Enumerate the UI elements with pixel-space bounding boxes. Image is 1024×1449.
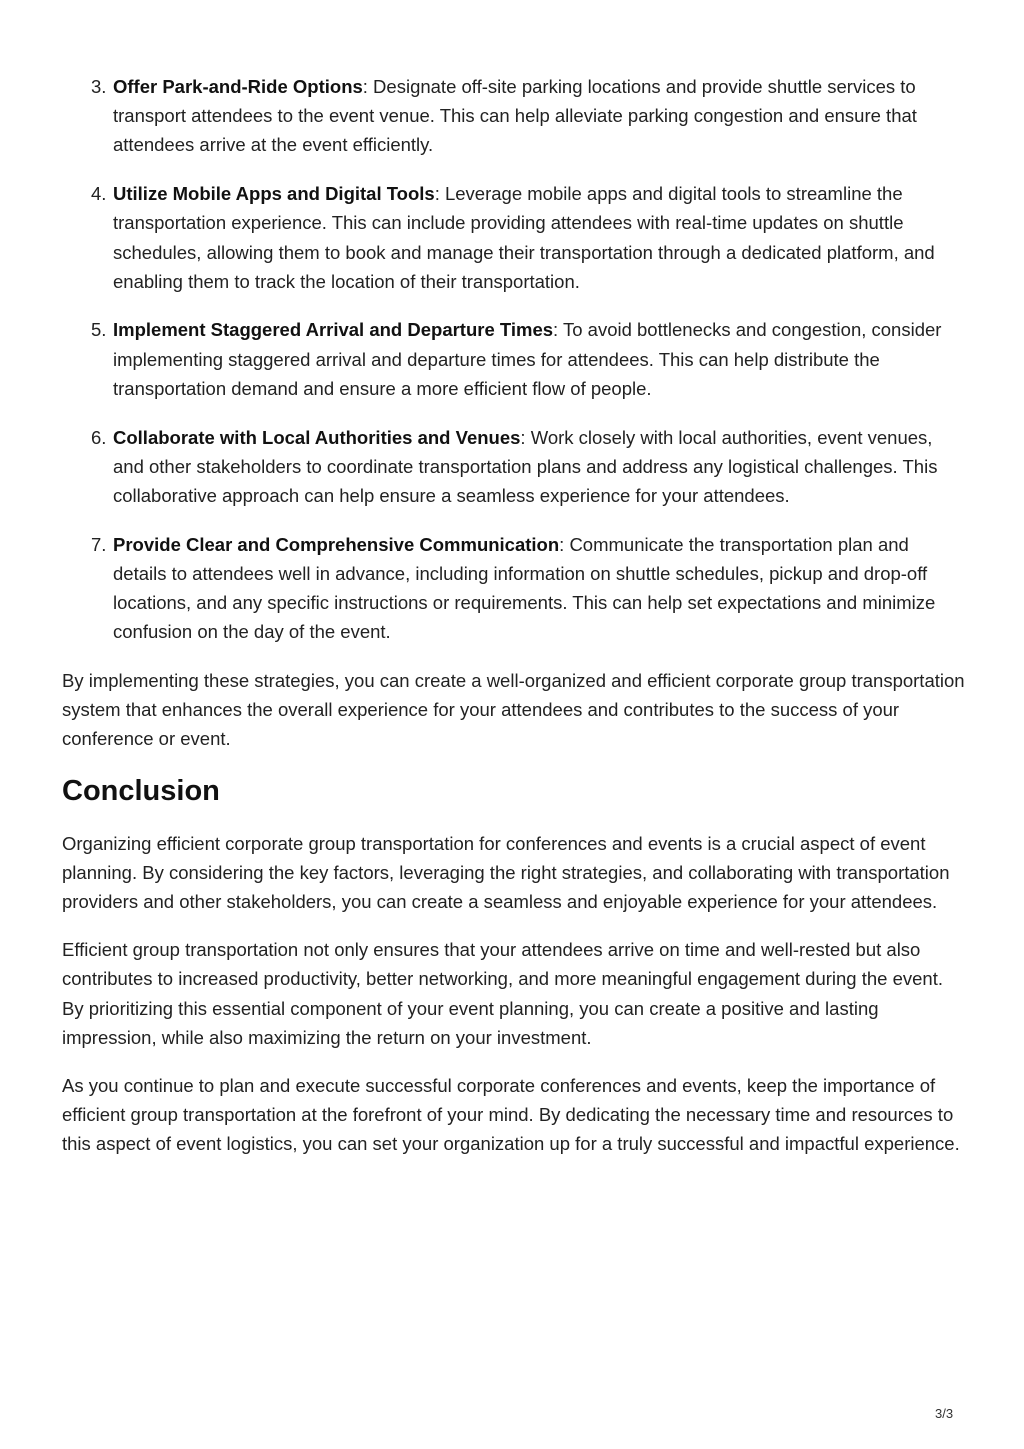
list-item: [62, 423, 966, 511]
conclusion-paragraph: Efficient group transportation not only ensures that your attendees arrive on time and well-rested but also contributes to increased productivity, better networking, and more meaningful engagement during the event. By prioritizing this essential component of your event planning, you can create a positive and lasting impression, while also maximizing the return on your investment.: [62, 939, 943, 1048]
list-item-title: Collaborate with Local Authorities and Venues: [113, 426, 521, 448]
list-item-body: : Leverage mobile apps and digital tools to streamline the transportation experience. This can include providing attendees with real-time updates on shuttle schedules, allowing them to book and manage their transportation through a dedicated platform, and enabling them to track the location of their transportation.: [113, 183, 935, 292]
list-item: [62, 530, 966, 647]
list-item-number: 6.: [91, 426, 107, 448]
list-item-title: Utilize Mobile Apps and Digital Tools: [113, 183, 435, 205]
list-item-body: : To avoid bottlenecks and congestion, consider implementing staggered arrival and departure times for attendees. This can help distribute the transportation demand and ensure a more efficient flow of people.: [113, 319, 942, 399]
list-item: [62, 72, 966, 160]
list-item-title: Implement Staggered Arrival and Departure Times: [113, 319, 554, 341]
page-number: 3/3: [935, 1406, 954, 1421]
list-item-number: 7.: [91, 533, 107, 555]
strategy-list: [62, 72, 966, 646]
conclusion-paragraph: As you continue to plan and execute successful corporate conferences and events, keep the importance of efficient group transportation at the forefront of your mind. By dedicating the necessary time and resources to this aspect of event logistics, you can set your organization up for a truly successful and impactful experience.: [62, 1074, 960, 1155]
list-item-number: 5.: [91, 319, 107, 341]
summary-paragraph: By implementing these strategies, you can create a well-organized and efficient corporate group transportation system that enhances the overall experience for your attendees and contributes to the success of your conference or event.: [62, 669, 965, 750]
list-item-body: : Designate off-site parking locations and provide shuttle services to transport attendees to the event venue. This can help alleviate parking congestion and ensure that attendees arrive at the event efficiently.: [113, 76, 917, 156]
conclusion-heading: Conclusion: [62, 774, 220, 807]
list-item: [62, 315, 966, 403]
list-item-number: 4.: [91, 183, 107, 205]
document-page: [62, 72, 966, 1178]
list-item-body: : Work closely with local authorities, event venues, and other stakeholders to coordinate transportation plans and address any logistical challenges. This collaborative approach can help ensure a seamless experience for your attendees.: [113, 426, 938, 506]
list-item-title: Provide Clear and Comprehensive Communication: [113, 533, 560, 555]
conclusion-paragraph: Organizing efficient corporate group transportation for conferences and events is a crucial aspect of event planning. By considering the key factors, leveraging the right strategies, and collaborating with transportation providers and other stakeholders, you can create a seamless and enjoyable experience for your attendees.: [62, 832, 950, 912]
list-item-body: : Communicate the transportation plan and details to attendees well in advance, including information on shuttle schedules, pickup and drop-off locations, and any specific instructions or requirements. This can help set expectations and minimize confusion on the day of the event.: [113, 533, 936, 643]
list-item-title: Offer Park-and-Ride Options: [113, 76, 363, 97]
list-item: [62, 179, 966, 296]
list-item-number: 3.: [91, 76, 107, 97]
